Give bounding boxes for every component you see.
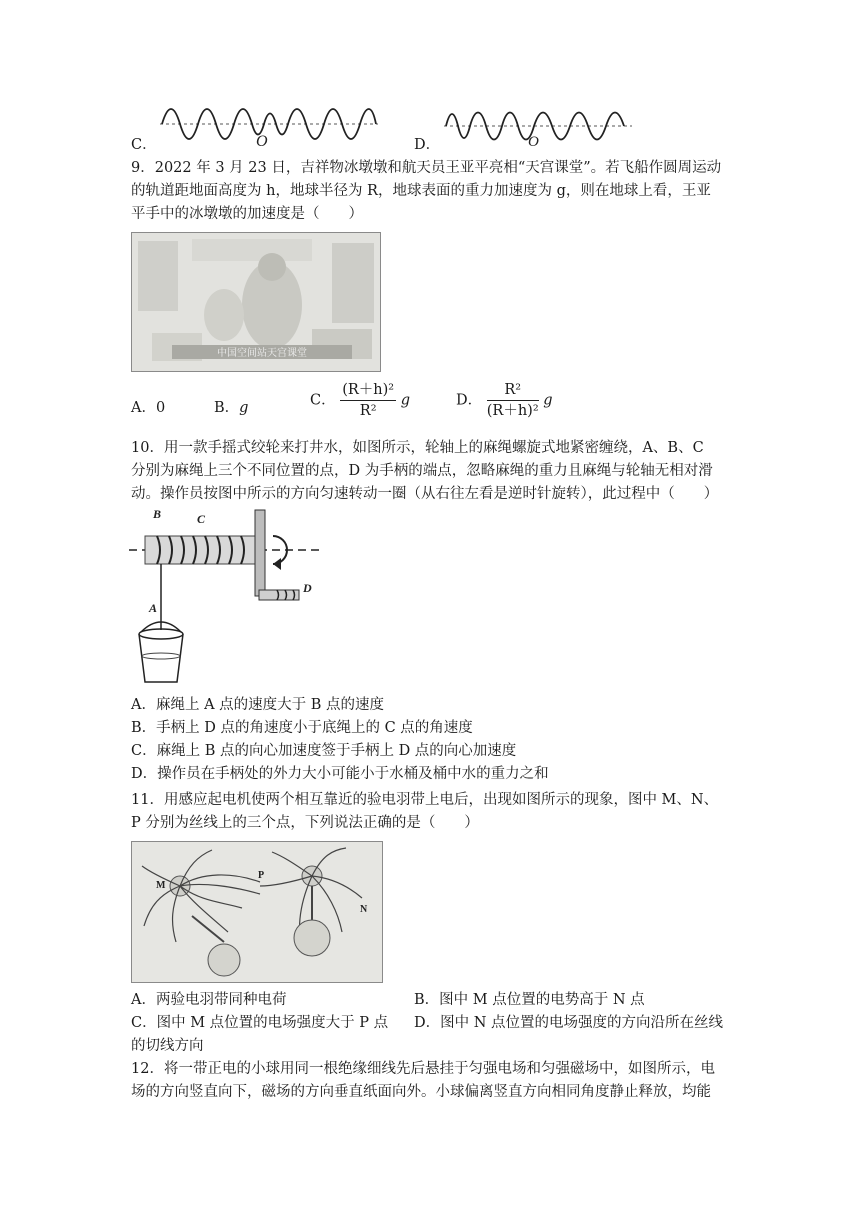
- q9-stem-line-3: 平手中的冰墩墩的加速度是（ ）: [131, 206, 363, 222]
- q9-option-d-var: g: [543, 392, 553, 409]
- q10-stem-line-3: 动。操作员按图中所示的方向匀速转动一圈（从右往左看是逆时针旋转），此过程中（ ）: [131, 486, 719, 502]
- option-d-label: D．: [414, 137, 441, 153]
- q11-stem-line-2: P 分别为丝线上的三个点，下列说法正确的是（ ）: [131, 815, 479, 831]
- q11-option-d-line-1: D．图中 N 点位置的电场强度的方向沿所在丝线: [414, 1015, 724, 1031]
- q11-option-d-line-2: 的切线方向: [131, 1038, 204, 1054]
- q9-option-d: [456, 380, 553, 421]
- q11-option-c: C．图中 M 点位置的电场强度大于 P 点: [131, 1015, 389, 1031]
- q9-option-c-label: C．: [310, 392, 336, 409]
- q10-option-b: B．手柄上 D 点的角速度小于底绳上的 C 点的角速度: [131, 720, 473, 736]
- label-b: B: [153, 507, 162, 521]
- q9-option-b: [214, 397, 248, 419]
- label-c: C: [197, 512, 206, 526]
- q10-stem-line-1: 10．用一款手摇式绞轮来打井水，如图所示，轮轴上的麻绳螺旋式地紧密缠绕，A、B、C: [131, 440, 704, 456]
- q12-stem-line-2: 场的方向竖直向下，磁场的方向垂直纸面向外。小球偏离竖直方向相同角度静止释放，均能: [131, 1084, 711, 1100]
- q9-option-d-label: D．: [456, 392, 483, 409]
- q9-option-c: [310, 380, 410, 421]
- option-c-label: C．: [131, 137, 157, 153]
- q9-option-b-label: B．: [214, 400, 240, 416]
- q10-option-c: C．麻绳上 B 点的向心加速度签于手柄上 D 点的向心加速度: [131, 743, 517, 759]
- q9-option-c-denominator: R²: [359, 403, 377, 419]
- wave-origin-label: O: [528, 134, 539, 150]
- q11-photo-illustration: [132, 842, 382, 982]
- q10-windlass-figure: [127, 506, 327, 692]
- q9-stem-line-2: 的轨道距地面高度为 h，地球半径为 R，地球表面的重力加速度为 g，则在地球上看，王亚: [131, 183, 711, 199]
- bucket-rim: [139, 629, 183, 639]
- q12-stem-line-1: 12．将一带正电的小球用同一根绝缘细线先后悬挂于匀强电场和匀强磁场中，如图所示，电: [131, 1061, 715, 1077]
- label-m: M: [156, 880, 166, 891]
- q10-stem-line-2: 分别为麻绳上三个不同位置的点，D 为手柄的端点，忽略麻绳的重力且麻绳与轮轴无相对滑: [131, 463, 713, 479]
- label-p: P: [258, 870, 265, 881]
- q9-option-c-numerator: (R＋h)²: [340, 380, 396, 401]
- q9-stem-line-1: 9．2022 年 3 月 23 日，吉祥物冰墩墩和航天员王亚平亮相“天宫课堂”。若飞船作圆周运动: [131, 160, 722, 176]
- q9-option-d-fraction: [487, 380, 539, 421]
- label-a: A: [149, 601, 158, 615]
- q11-option-b: B．图中 M 点位置的电势高于 N 点: [414, 992, 645, 1008]
- q9-option-c-var: g: [400, 392, 411, 409]
- q10-option-d: D．操作员在手柄处的外力大小可能小于水桶及桶中水的重力之和: [131, 766, 549, 782]
- handle-disc: [255, 510, 265, 596]
- q11-stem-line-1: 11．用感应起电机使两个相互靠近的验电羽带上电后，出现如图所示的现象，图中 M、N、: [131, 792, 719, 808]
- wave-figure-d: [442, 106, 634, 150]
- q9-option-d-denominator: (R＋h)²: [486, 403, 539, 419]
- q9-photo-space-station: [131, 232, 381, 372]
- q10-option-a: A．麻绳上 A 点的速度大于 B 点的速度: [131, 697, 385, 713]
- label-d: D: [303, 581, 312, 595]
- q9-option-a: A．0: [131, 400, 166, 416]
- wave-figure-c: [158, 102, 380, 152]
- label-n: N: [360, 904, 368, 915]
- q9-photo-caption: 中国空间站天宫课堂: [217, 348, 307, 359]
- q9-option-c-fraction: [340, 380, 396, 421]
- axle-drum: [145, 536, 265, 564]
- wave-origin-label: O: [256, 133, 268, 150]
- q9-option-d-numerator: R²: [487, 380, 539, 401]
- q11-option-a: A．两验电羽带同种电荷: [131, 992, 287, 1008]
- q11-electroscope-photo: [131, 841, 383, 983]
- q9-option-b-var: g: [239, 400, 249, 416]
- q9-photo-illustration: [132, 233, 380, 371]
